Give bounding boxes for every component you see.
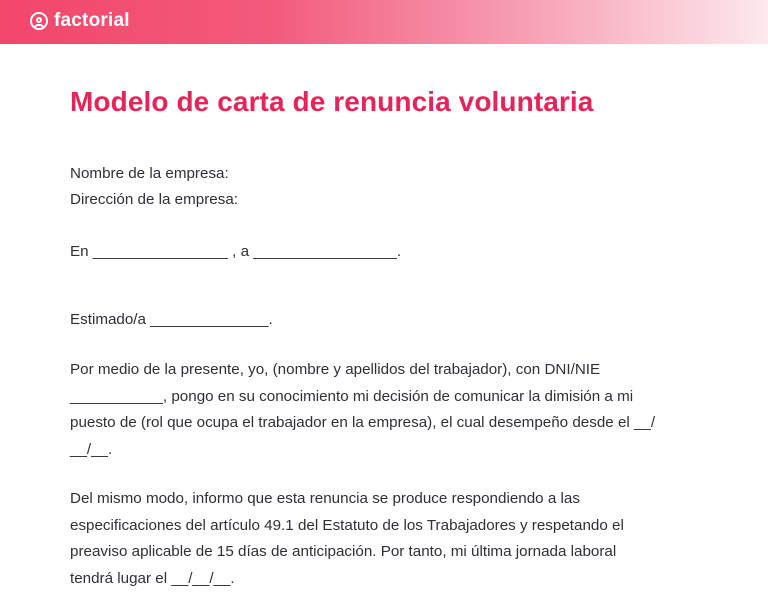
paragraph-line: Por medio de la presente, yo, (nombre y apellidos del trabajador), con DNI/NIE: [70, 361, 601, 378]
brand-name: factorial: [54, 10, 130, 31]
company-name-label: Nombre de la empresa:: [70, 165, 229, 182]
user-circle-icon: [30, 12, 48, 30]
paragraph-line: puesto de (rol que ocupa el trabajador en la empresa), el cual desempeño desde el __/: [70, 414, 656, 431]
paragraph-line: especificaciones del artículo 49.1 del Estatuto de los Trabajadores y respetando el: [70, 516, 624, 534]
greeting: Estimado/a ______________.: [70, 311, 273, 328]
paragraph-resignation-notice: [70, 357, 710, 463]
paragraph-line: tendrá lugar el __/__/__.: [70, 569, 235, 587]
company-address-label: Dirección de la empresa:: [70, 191, 238, 208]
paragraph-legal-notice: [70, 486, 710, 592]
header-bar: [0, 0, 768, 44]
paragraph-line: Del mismo modo, informo que esta renuncia se produce respondiendo a las: [70, 490, 580, 507]
place-date-line: En ________________ , a _________________.: [70, 243, 402, 260]
paragraph-line: preaviso aplicable de 15 días de anticipación. Por tanto, mi última jornada laboral: [70, 543, 617, 560]
factorial-logo[interactable]: [30, 9, 130, 33]
paragraph-line: ___________, pongo en su conocimiento mi decisión de comunicar la dimisión a mi: [70, 387, 634, 405]
document-title: Modelo de carta de renuncia voluntaria: [70, 86, 594, 117]
paragraph-line: __/__.: [70, 440, 113, 458]
